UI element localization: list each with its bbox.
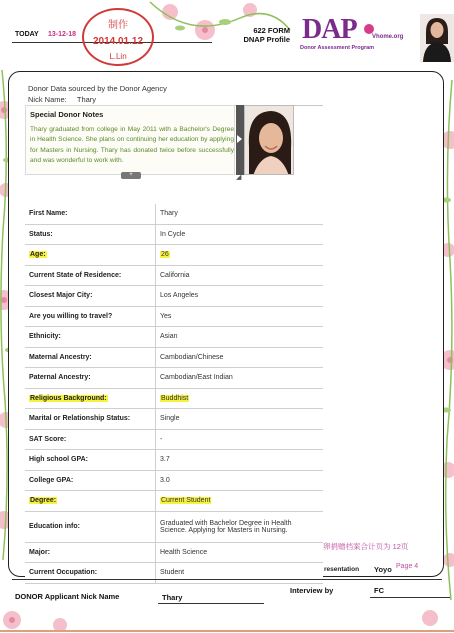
table-row	[25, 368, 323, 389]
field-label-text: SAT Score:	[29, 435, 67, 443]
donor-applicant-value: Thary	[162, 593, 183, 602]
brand-subtitle: Donor Assessment Program	[300, 45, 375, 51]
field-label	[25, 347, 156, 368]
table-row	[25, 409, 323, 430]
field-label-text: First Name:	[29, 210, 68, 218]
table-row	[25, 306, 323, 327]
field-label-text: Ethnicity:	[29, 333, 61, 341]
field-value-text: Yes	[160, 312, 172, 320]
special-notes-title: Special Donor Notes	[30, 110, 104, 119]
brand-logo: DAP	[302, 14, 357, 45]
field-value	[156, 224, 324, 245]
field-label	[25, 306, 156, 327]
field-value-text: 26	[161, 251, 169, 259]
today-value: 13-12-18	[48, 31, 77, 38]
field-value-text: Health Science	[160, 548, 208, 556]
field-value-text: In Cycle	[160, 230, 186, 238]
interview-by-value: FC	[374, 586, 384, 595]
stamp-line2: 2014.01.12	[92, 36, 144, 47]
field-label	[25, 429, 156, 450]
field-value-text: Buddhist	[161, 394, 189, 402]
field-label	[25, 511, 156, 542]
table-row	[25, 224, 323, 245]
field-label	[25, 409, 156, 430]
field-label-text: College GPA:	[29, 476, 74, 484]
field-label	[25, 450, 156, 471]
table-row	[25, 388, 323, 409]
field-label-text: Maternal Ancestry:	[29, 353, 92, 361]
field-value-text: Single	[160, 415, 180, 423]
form-title	[236, 26, 290, 44]
field-value	[156, 347, 324, 368]
header-model-photo	[420, 14, 454, 62]
presentation-value: Yoyo	[374, 565, 392, 574]
field-label-text: Marital or Relationship Status:	[29, 415, 131, 423]
field-label	[25, 204, 156, 224]
form-title-line2: DNAP Profile	[243, 35, 290, 44]
table-row	[25, 542, 323, 563]
photo-next-arrow-icon[interactable]	[236, 105, 244, 175]
field-label-text: Current Occupation:	[29, 569, 98, 577]
sourced-label: Donor Data sourced by the Donor Agency	[28, 84, 167, 93]
field-value	[156, 286, 324, 307]
page-number: Page 4	[396, 563, 419, 570]
nick-name-label: Nick Name:	[28, 95, 67, 104]
red-stamp	[82, 8, 154, 66]
field-label-text: Paternal Ancestry:	[29, 374, 91, 382]
stamp-line3: L.Lin	[109, 52, 127, 61]
field-value-text: Student	[160, 569, 185, 577]
table-row	[25, 265, 323, 286]
field-value-text: California	[160, 271, 190, 279]
field-label	[25, 388, 156, 409]
field-value	[156, 327, 324, 348]
field-value	[156, 429, 324, 450]
field-label	[25, 368, 156, 389]
donor-portrait-image	[245, 106, 294, 175]
table-row	[25, 327, 323, 348]
table-row	[25, 204, 323, 224]
field-label-text: Closest Major City:	[29, 292, 93, 300]
donor-applicant-label: DONOR Applicant Nick Name	[15, 592, 120, 601]
table-row	[25, 429, 323, 450]
field-label-text: Are you willing to travel?	[29, 312, 113, 320]
table-row	[25, 470, 323, 491]
bottom-rule	[0, 630, 454, 632]
field-label-text: High school GPA:	[29, 456, 88, 464]
profile-table	[25, 204, 323, 584]
nick-name-row	[28, 95, 96, 104]
field-label-text: Age:	[30, 251, 46, 259]
field-value-text: -	[160, 435, 163, 443]
table-row	[25, 450, 323, 471]
field-value	[156, 306, 324, 327]
field-value	[156, 204, 324, 224]
field-value-text: Current Student	[161, 497, 211, 505]
interview-by-label: Interview by	[290, 586, 334, 595]
resize-handle-icon[interactable]: ◢	[236, 174, 242, 181]
donor-photo[interactable]	[244, 105, 294, 175]
field-label-text: Degree:	[30, 497, 57, 505]
field-value-text: Thary	[160, 210, 178, 218]
stamp-line1: 制作	[108, 20, 128, 31]
field-label	[25, 224, 156, 245]
field-label-text: Religious Background:	[30, 394, 107, 402]
field-label	[25, 491, 156, 512]
field-value-text: Cambodian/East Indian	[160, 374, 233, 382]
field-value	[156, 542, 324, 563]
brand-url: Vhome.org	[372, 34, 404, 40]
brand-dot-icon	[364, 24, 374, 34]
interview-value-underline	[370, 597, 450, 598]
field-value	[156, 265, 324, 286]
donor-value-underline	[158, 603, 264, 604]
field-value	[156, 409, 324, 430]
field-label	[25, 542, 156, 563]
table-row	[25, 491, 323, 512]
field-value	[156, 450, 324, 471]
presentation-label: resentation	[324, 566, 360, 573]
footer-divider	[12, 579, 442, 580]
field-label-text: Current State of Residence:	[29, 271, 122, 279]
field-value-text: 3.7	[160, 456, 170, 464]
field-label-text: Education info:	[29, 523, 80, 530]
field-value-text: Los Angeles	[160, 292, 199, 300]
form-title-line1: 622 FORM	[253, 26, 290, 35]
field-value-text: 3.0	[160, 476, 170, 484]
table-row	[25, 286, 323, 307]
table-row	[25, 347, 323, 368]
page-count-note: 卵捐赠档案合计页为 12页	[323, 542, 409, 551]
field-value	[156, 368, 324, 389]
field-value	[156, 511, 324, 542]
expand-notes-button[interactable]: +	[121, 172, 141, 179]
table-row	[25, 511, 323, 542]
table-row	[25, 245, 323, 266]
field-value	[156, 245, 324, 266]
field-value	[156, 491, 324, 512]
field-label	[25, 245, 156, 266]
special-notes-body: Thary graduated from college in May 2011 with a Bachelor's Degree in Health Science. She plans on continuing her education by applying for Masters in Nursing. Thary has donated twice before successfully and was wonderful to work with.	[30, 126, 234, 165]
field-value-text: Graduated with Bachelor Degree in Health Science. Applying for Masters in Nursing.	[160, 519, 292, 534]
today-label: TODAY	[15, 31, 39, 38]
field-label-text: Status:	[29, 230, 53, 238]
field-label	[25, 286, 156, 307]
field-value-text: Asian	[160, 333, 178, 341]
field-label-text: Major:	[29, 548, 50, 556]
field-label	[25, 470, 156, 491]
field-value-text: Cambodian/Chinese	[160, 353, 224, 361]
nick-name-value: Thary	[76, 95, 97, 104]
field-label	[25, 265, 156, 286]
field-value	[156, 388, 324, 409]
field-value	[156, 470, 324, 491]
field-label	[25, 327, 156, 348]
